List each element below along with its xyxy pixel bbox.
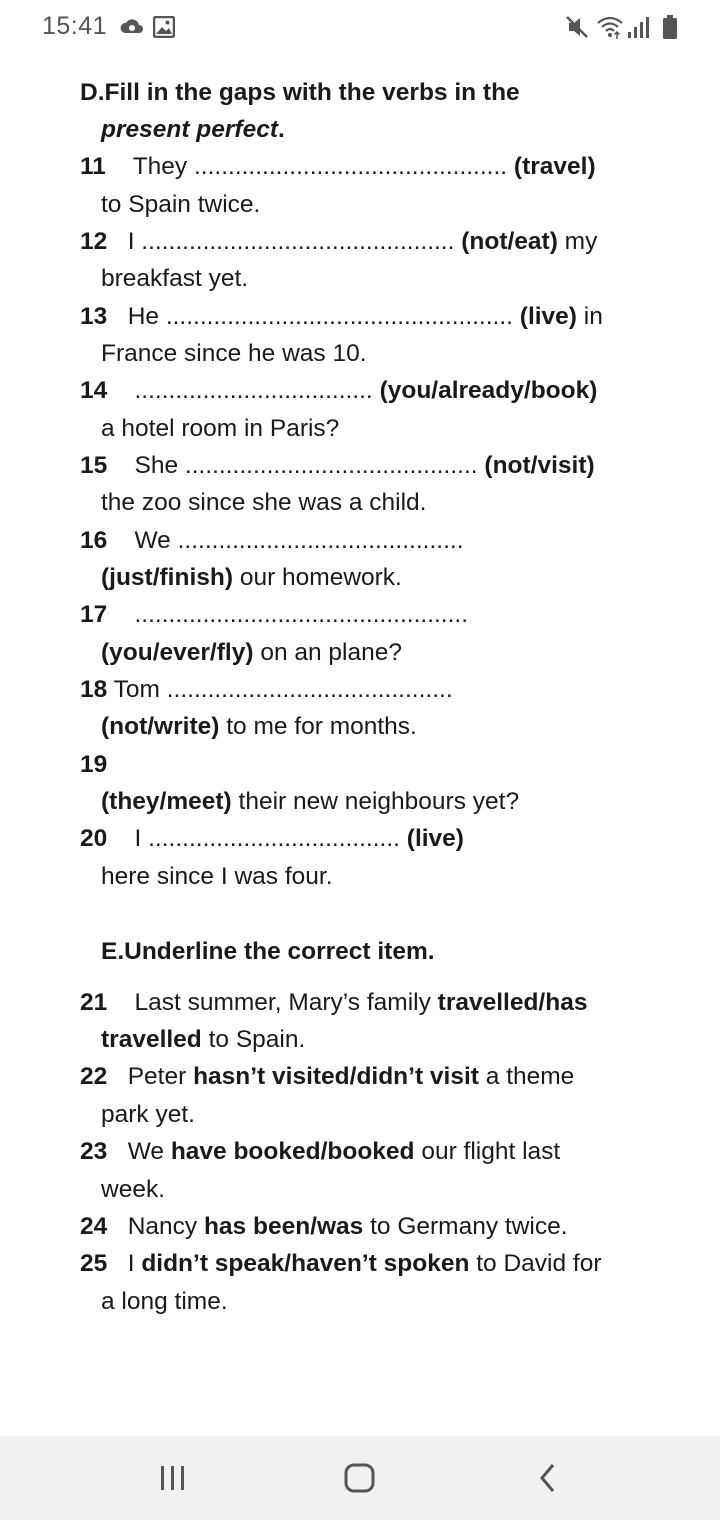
item-text: She ........................................... bbox=[134, 452, 478, 479]
section-e-title: E.Underline the correct item. bbox=[101, 938, 435, 965]
item-text: Last summer, Mary’s family bbox=[134, 989, 431, 1016]
navigation-bar bbox=[0, 1436, 720, 1520]
item-verb: (not/visit) bbox=[484, 452, 595, 479]
item-number: 25 bbox=[80, 1250, 108, 1277]
item-number: 18 bbox=[80, 676, 108, 703]
exercise-item-16 bbox=[80, 526, 464, 556]
item-choice: travelled/has bbox=[437, 989, 588, 1016]
item-text: Nancy bbox=[127, 1213, 198, 1240]
item-14-cont: a hotel room in Paris? bbox=[101, 415, 340, 442]
exercise-item-15 bbox=[80, 451, 595, 481]
item-16-cont: (just/finish) our homework. bbox=[101, 564, 402, 591]
item-verb: (not/eat) bbox=[461, 228, 558, 255]
battery-icon bbox=[662, 14, 678, 45]
exercise-item-21 bbox=[80, 988, 587, 1018]
item-text-post: my bbox=[564, 228, 598, 255]
item-number: 12 bbox=[80, 228, 108, 255]
exercise-item-18 bbox=[80, 675, 453, 705]
item-20-cont: here since I was four. bbox=[101, 863, 333, 890]
item-22-cont: park yet. bbox=[101, 1101, 195, 1128]
recent-apps-icon[interactable] bbox=[156, 1462, 190, 1499]
exercise-item-24 bbox=[80, 1212, 568, 1242]
item-text: I .............................................. bbox=[127, 228, 455, 255]
item-12-cont: breakfast yet. bbox=[101, 265, 249, 292]
item-number: 15 bbox=[80, 452, 108, 479]
exercise-item-22 bbox=[80, 1062, 574, 1092]
section-d-title-cont: present perfect. bbox=[101, 116, 285, 143]
item-number: 16 bbox=[80, 527, 108, 554]
item-18-cont: (not/write) to me for months. bbox=[101, 713, 417, 740]
item-11-cont: to Spain twice. bbox=[101, 191, 261, 218]
item-text: I ..................................... bbox=[134, 825, 400, 852]
exercise-item-13 bbox=[80, 302, 603, 332]
item-text: He ................................................... bbox=[127, 303, 513, 330]
item-number: 24 bbox=[80, 1213, 108, 1240]
gallery-icon bbox=[153, 16, 175, 43]
status-bar bbox=[0, 0, 720, 56]
item-text-post: in bbox=[583, 303, 603, 330]
item-text-post: to Germany twice. bbox=[370, 1213, 568, 1240]
exercise-item-20 bbox=[80, 824, 464, 854]
item-text: They .............................................. bbox=[132, 153, 508, 180]
home-icon[interactable] bbox=[343, 1462, 377, 1499]
item-text: We .......................................... bbox=[134, 527, 464, 554]
item-text: ................................... bbox=[134, 377, 373, 404]
item-verb: (not/write) bbox=[101, 713, 220, 740]
item-verb: (live) bbox=[406, 825, 464, 852]
item-verb: (you/ever/fly) bbox=[101, 639, 254, 666]
item-number: 21 bbox=[80, 989, 108, 1016]
item-text: ................................................. bbox=[134, 601, 469, 628]
exercise-item-19: 19 bbox=[80, 751, 108, 778]
item-number: 23 bbox=[80, 1138, 108, 1165]
item-verb: (just/finish) bbox=[101, 564, 234, 591]
item-verb: (you/already/book) bbox=[379, 377, 598, 404]
item-verb: (live) bbox=[519, 303, 577, 330]
signal-icon bbox=[627, 14, 651, 45]
item-choice: has been/was bbox=[203, 1213, 364, 1240]
item-number: 22 bbox=[80, 1063, 108, 1090]
item-number: 20 bbox=[80, 825, 108, 852]
cloud-icon bbox=[119, 16, 145, 43]
item-text-post: our flight last bbox=[421, 1138, 561, 1165]
item-23-cont: week. bbox=[101, 1176, 166, 1203]
item-number: 14 bbox=[80, 377, 108, 404]
item-text-post: to David for bbox=[476, 1250, 602, 1277]
item-13-cont: France since he was 10. bbox=[101, 340, 367, 367]
item-choice: hasn’t visited/didn’t visit bbox=[193, 1063, 479, 1090]
item-text: Peter bbox=[127, 1063, 187, 1090]
wifi-icon bbox=[596, 14, 624, 45]
item-19-cont: (they/meet) their new neighbours yet? bbox=[101, 788, 520, 815]
item-21-cont: travelled to Spain. bbox=[101, 1026, 306, 1053]
item-15-cont: the zoo since she was a child. bbox=[101, 489, 427, 516]
back-icon[interactable] bbox=[533, 1462, 565, 1499]
item-verb: (travel) bbox=[513, 153, 596, 180]
item-choice-cont: travelled bbox=[101, 1026, 202, 1053]
exercise-item-12 bbox=[80, 227, 597, 257]
item-choice: have booked/booked bbox=[170, 1138, 415, 1165]
item-number: 17 bbox=[80, 601, 108, 628]
item-choice: didn’t speak/haven’t spoken bbox=[141, 1250, 470, 1277]
item-number: 13 bbox=[80, 303, 108, 330]
item-text: We bbox=[127, 1138, 164, 1165]
section-d-title: D.Fill in the gaps with the verbs in the bbox=[80, 79, 520, 106]
exercise-item-17 bbox=[80, 600, 468, 630]
exercise-item-11 bbox=[80, 152, 596, 182]
item-text: Tom .......................................... bbox=[113, 676, 453, 703]
item-17-cont: (you/ever/fly) on an plane? bbox=[101, 639, 403, 666]
item-text: I bbox=[127, 1250, 135, 1277]
status-time: 15:41 bbox=[42, 12, 108, 40]
exercise-item-23 bbox=[80, 1137, 560, 1167]
item-verb: (they/meet) bbox=[101, 788, 232, 815]
section-d-tense: present perfect bbox=[101, 116, 279, 143]
mute-icon bbox=[564, 14, 590, 45]
exercise-item-14 bbox=[80, 376, 597, 406]
item-25-cont: a long time. bbox=[101, 1288, 228, 1315]
exercise-item-25 bbox=[80, 1249, 602, 1279]
item-number: 11 bbox=[80, 153, 106, 180]
item-text-post: a theme bbox=[485, 1063, 575, 1090]
